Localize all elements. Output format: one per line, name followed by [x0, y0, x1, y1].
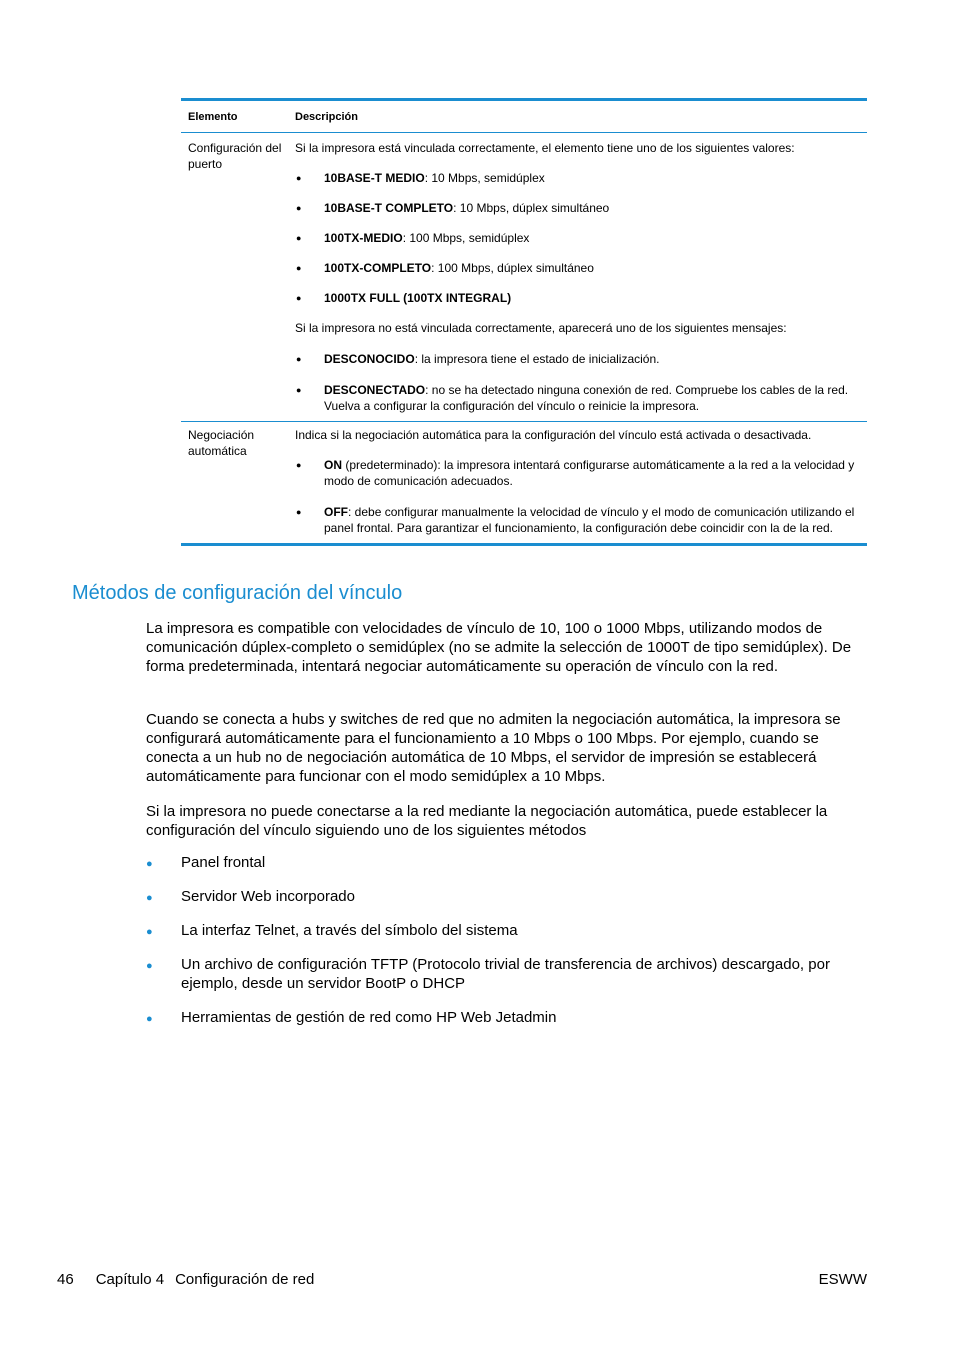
value-desc: : 100 Mbps, dúplex simultáneo [431, 261, 594, 275]
list-item [295, 504, 867, 536]
edition-code: ESWW [818, 1271, 867, 1288]
paragraph-1: La impresora es compatible con velocidades de vínculo de 10, 100 o 1000 Mbps, utilizando modos de comunicación dúplex-completo o semidúplex (no se admite la selección de 1000T de tipo semidúplex). De forma predeterminada, intentará negociar automáticamente su operación de vínculo con la red. [146, 620, 852, 675]
value-desc: : 100 Mbps, semidúplex [402, 231, 530, 245]
paragraph-3: Si la impresora no puede conectarse a la red mediante la negociación automática, puede establecer la configuración del vínculo siguiendo uno de los siguientes métodos [146, 803, 828, 839]
list-item: ● Panel frontal [146, 853, 870, 872]
header-element: Elemento [188, 110, 238, 123]
auto-neg-intro: Indica si la negociación automática para la configuración del vínculo está activada o desactivada. [295, 428, 812, 442]
value-term: 10BASE-T MEDIO [324, 171, 425, 185]
row-label-auto-negotiation: Negociación automática [188, 428, 255, 458]
list-item [295, 170, 867, 186]
list-item [295, 260, 867, 276]
table-row [181, 133, 867, 422]
message-desc: : la impresora tiene el estado de inicialización. [414, 352, 660, 366]
row-label-port-config: Configuración del puerto [188, 141, 282, 171]
list-item [295, 230, 867, 246]
message-desc: : no se ha detectado ninguna conexión de red. Compruebe los cables de la red. Vuelva a configurar la configuración del vínculo o reinicie la impresora. [324, 383, 849, 413]
value-term: 100TX-COMPLETO [324, 261, 432, 275]
header-description: Descripción [295, 110, 358, 123]
page-number: 46 [57, 1271, 74, 1288]
table-header [181, 101, 867, 133]
chapter-label: Capítulo 4 [95, 1271, 165, 1288]
settings-table [181, 98, 867, 546]
list-item: ● Herramientas de gestión de red como HP Web Jetadmin [146, 1008, 870, 1027]
row-description [295, 140, 867, 414]
port-config-intro: Si la impresora está vinculada correctamente, el elemento tiene uno de los siguientes valores: [295, 141, 795, 155]
list-item [295, 457, 867, 489]
option-term: OFF [324, 505, 348, 519]
list-item: ● La interfaz Telnet, a través del símbolo del sistema [146, 921, 870, 940]
value-term: 10BASE-T COMPLETO [324, 201, 454, 215]
row-description [295, 427, 867, 536]
value-desc: : 10 Mbps, dúplex simultáneo [453, 201, 610, 215]
list-item [295, 200, 867, 216]
section-title: Métodos de configuración del vínculo [72, 582, 403, 604]
chapter-title: Configuración de red [175, 1271, 315, 1288]
paragraph-2: Cuando se conecta a hubs y switches de red que no admiten la negociación automática, la impresora se configurará automáticamente para el funcionamiento a 10 Mbps o 100 Mbps. Por ejemplo, cuando se conecta a un hub no de negociación automática de 10 Mbps, el servidor de impresión se establecerá automáticamente para funcionar con el modo semidúplex a 10 Mbps. [146, 711, 841, 785]
list-item [295, 290, 867, 306]
port-messages-list [295, 351, 867, 414]
message-term: DESCONOCIDO [324, 352, 415, 366]
port-config-middle: Si la impresora no está vinculada correctamente, aparecerá uno de los siguientes mensajes: [295, 321, 787, 335]
option-desc: (predeterminado): la impresora intentará configurarse automáticamente a la red a la velocidad y modo de comunicación adecuados. [324, 458, 855, 488]
option-term: ON [324, 458, 342, 472]
list-item [295, 382, 867, 414]
table-row [181, 422, 867, 543]
option-desc: : debe configurar manualmente la velocidad de vínculo y el modo de comunicación utilizando el panel frontal. Para garantizar el funcionamiento, la configuración debe coincidir con la de la red. [324, 505, 855, 535]
list-item: ● Servidor Web incorporado [146, 887, 870, 906]
port-values-list [295, 170, 867, 306]
value-desc: : 10 Mbps, semidúplex [424, 171, 545, 185]
methods-list [146, 853, 870, 1042]
list-item: ● Un archivo de configuración TFTP (Protocolo trivial de transferencia de archivos) descargado, por ejemplo, desde un servidor BootP o DHCP [146, 955, 870, 993]
value-term: 1000TX FULL (100TX INTEGRAL) [324, 291, 512, 305]
page-footer [57, 1270, 867, 1289]
auto-neg-options-list [295, 457, 867, 536]
list-item [295, 351, 867, 367]
footer-left [57, 1270, 314, 1289]
value-term: 100TX-MEDIO [324, 231, 403, 245]
message-term: DESCONECTADO [324, 383, 426, 397]
